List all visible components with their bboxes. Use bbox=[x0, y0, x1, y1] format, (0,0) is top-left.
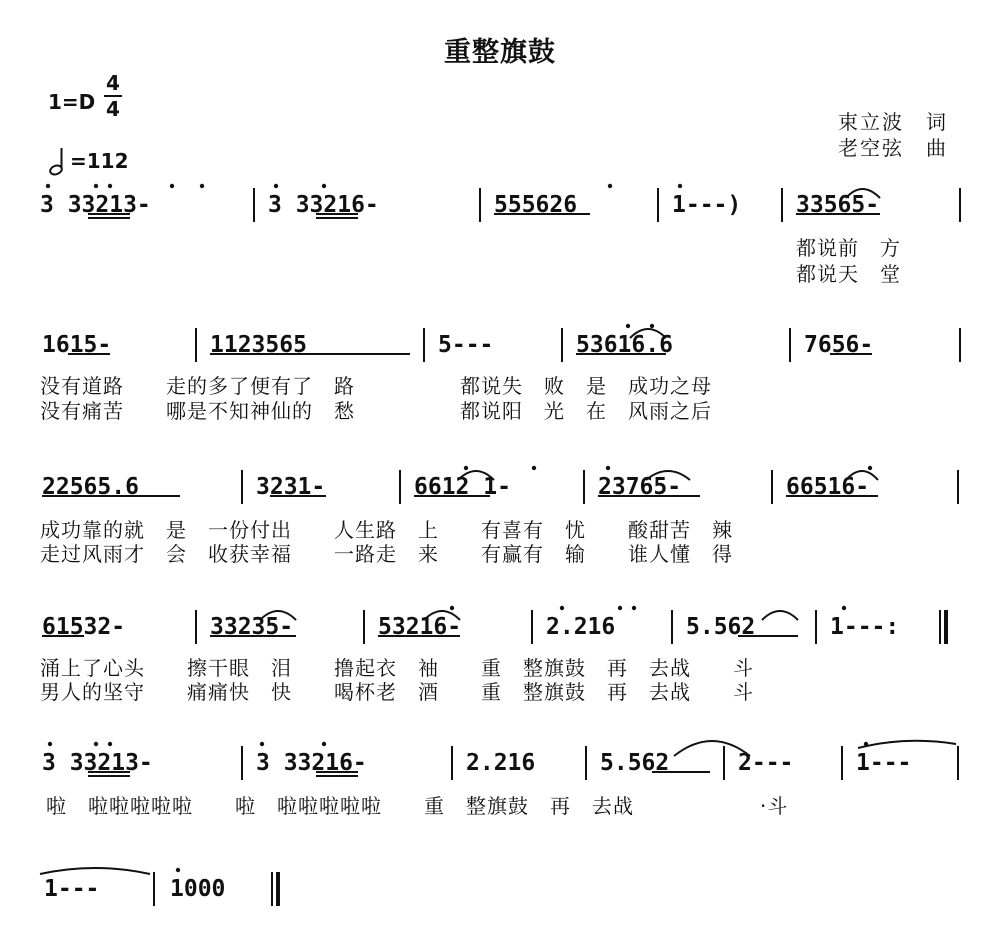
measure: 33565- bbox=[796, 192, 880, 218]
measure: 1---) bbox=[672, 192, 742, 218]
measure: 33235- bbox=[210, 614, 294, 640]
lyrics-verse-1: 都说前 方 bbox=[796, 236, 901, 260]
measure: 1123565 bbox=[210, 332, 307, 358]
lyrics-verse-1: 成功靠的就 是 一份付出 人生路 上 有喜有 忧 酸甜苦 辣 bbox=[40, 518, 733, 542]
time-sig-top: 4 bbox=[106, 71, 120, 95]
measure: 3 33216- bbox=[268, 192, 379, 218]
lyricist-credit: 束立波 词 bbox=[838, 110, 948, 134]
time-sig-bottom: 4 bbox=[106, 97, 120, 121]
measure: 555626 bbox=[494, 192, 578, 218]
measure: 2.216 bbox=[546, 614, 616, 640]
measure: 5.562 bbox=[600, 750, 670, 776]
lyrics-verse-1: 涌上了心头 擦干眼 泪 撸起衣 袖 重 整旗鼓 再 去战 斗 bbox=[40, 656, 754, 680]
measure: 3 33213- bbox=[40, 192, 151, 218]
measure: 7656- bbox=[804, 332, 874, 358]
measure: 2--- bbox=[738, 750, 794, 776]
song-title: 重整旗鼓 bbox=[444, 37, 556, 68]
lyrics-verse-2: 都说天 堂 bbox=[796, 262, 901, 286]
measure: 1--- bbox=[44, 876, 100, 902]
lyrics-verse-1: 啦 啦啦啦啦啦 啦 啦啦啦啦啦 重 整旗鼓 再 去战 ·斗 bbox=[46, 794, 789, 818]
measure: 22565.6 bbox=[42, 474, 139, 500]
lyrics-verse-1: 没有道路 走的多了便有了 路 都说失 败 是 成功之母 bbox=[40, 374, 712, 398]
measure: 53216- bbox=[378, 614, 462, 640]
measure: 53616.6 bbox=[576, 332, 673, 358]
measure: 61532- bbox=[42, 614, 126, 640]
lyrics-verse-2: 走过风雨才 会 收获幸福 一路走 来 有赢有 输 谁人懂 得 bbox=[40, 542, 733, 566]
measure: 5.562 bbox=[686, 614, 756, 640]
measure: 23765- bbox=[598, 474, 682, 500]
tempo-value: =112 bbox=[70, 149, 129, 173]
measure: 1--- bbox=[856, 750, 912, 776]
measure: 1000 bbox=[170, 876, 226, 902]
key-signature: 1=D bbox=[48, 90, 96, 114]
measure: 1---: bbox=[830, 614, 900, 640]
measure: 66516- bbox=[786, 474, 870, 500]
lyrics-verse-2: 男人的坚守 痛痛快 快 喝杯老 酒 重 整旗鼓 再 去战 斗 bbox=[40, 680, 754, 704]
measure: 1615- bbox=[42, 332, 112, 358]
measure: 3 33213- bbox=[42, 750, 153, 776]
lyrics-verse-2: 没有痛苦 哪是不知神仙的 愁 都说阳 光 在 风雨之后 bbox=[40, 399, 712, 423]
measure: 2.216 bbox=[466, 750, 536, 776]
measure: 3 33216- bbox=[256, 750, 367, 776]
measure: 5--- bbox=[438, 332, 494, 358]
measure: 6612 1- bbox=[414, 474, 511, 500]
composer-credit: 老空弦 曲 bbox=[838, 136, 948, 160]
measure: 3231- bbox=[256, 474, 326, 500]
